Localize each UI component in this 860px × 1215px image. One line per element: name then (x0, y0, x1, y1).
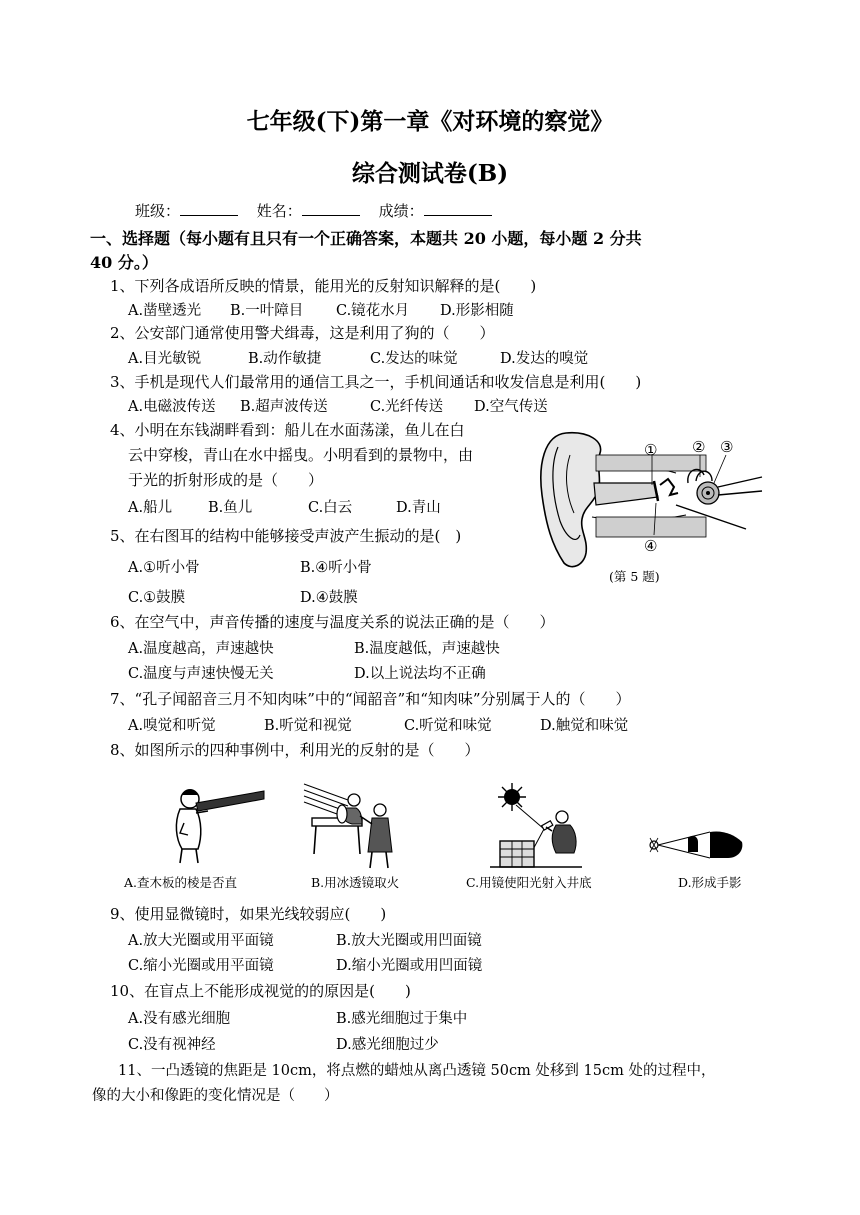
q2-option-b: B.动作敏捷 (248, 351, 322, 367)
score-blank (424, 201, 492, 216)
q4-option-a: A.船儿 (128, 500, 173, 516)
question-4-line3: 于光的折射形成的是（ ） (128, 471, 324, 489)
q6-option-b: B.温度越低，声速越快 (354, 641, 500, 657)
question-4-line2: 云中穿梭，青山在水中摇曳。小明看到的景物中，由 (128, 446, 474, 464)
q5-option-c: C.①鼓膜 (128, 590, 186, 606)
q3-option-c: C.光纤传送 (370, 399, 444, 415)
question-6: 6、在空气中，声音传播的速度与温度关系的说法正确的是（ ） (110, 613, 555, 631)
question-5: 5、在右图耳的结构中能够接受声波产生振动的是( ) (110, 527, 462, 545)
q4-option-d: D.青山 (396, 500, 441, 516)
q2-option-a: A.目光敏锐 (128, 351, 202, 367)
q3-option-a: A.电磁波传送 (128, 399, 216, 415)
q1-option-b: B.一叶障目 (230, 303, 304, 319)
score-label: 成绩： (378, 202, 424, 220)
figure-c-mirror-well (490, 783, 582, 869)
q10-option-b: B.感光细胞过于集中 (336, 1011, 468, 1027)
question-11-line2: 像的大小和像距的变化情况是（ ） (92, 1088, 339, 1104)
question-1: 1、下列各成语所反映的情景，能用光的反射知识解释的是( ) (110, 277, 537, 295)
ossicles (660, 479, 678, 495)
q7-option-a: A.嗅觉和听觉 (128, 718, 216, 734)
q10-option-a: A.没有感光细胞 (128, 1011, 231, 1027)
q9-option-d: D.缩小光圈或用凹面镜 (336, 958, 483, 974)
q5-option-a: A.①听小骨 (128, 560, 200, 576)
ear-label-4: ④ (644, 537, 658, 555)
q9-option-c: C.缩小光圈或用平面镜 (128, 958, 274, 974)
question-11-line1: 11、一凸透镜的焦距是 10cm，将点燃的蜡烛从离凸透镜 50cm 处移到 15cm 处的过程中， (118, 1063, 716, 1079)
q2-option-c: C.发达的味觉 (370, 351, 458, 367)
q4-option-b: B.鱼儿 (208, 500, 253, 516)
figure-b-caption: B.用冰透镜取火 (311, 875, 400, 890)
student-info-row (135, 200, 506, 221)
ear-caption: (第 5 题) (609, 569, 660, 584)
outer-ear-outline (541, 433, 601, 567)
q1-option-c: C.镜花水月 (336, 303, 410, 319)
name-blank (302, 201, 360, 216)
q7-option-c: C.听觉和味觉 (404, 718, 492, 734)
q3-option-d: D.空气传送 (474, 399, 548, 415)
ear-label-2: ② (692, 438, 706, 456)
ear-label-3: ③ (720, 438, 734, 456)
question-8: 8、如图所示的四种事例中，利用光的反射的是（ ） (110, 741, 480, 759)
ear-canal (594, 483, 658, 505)
q9-option-a: A.放大光圈或用平面镜 (128, 933, 274, 949)
page-title: 七年级(下)第一章《对环境的察觉》 (246, 108, 614, 135)
q1-option-d: D.形影相随 (440, 303, 514, 319)
class-label: 班级： (135, 202, 181, 220)
q7-option-d: D.触觉和味觉 (540, 718, 629, 734)
page-subtitle: 综合测试卷(B) (351, 160, 509, 187)
auditory-nerve (718, 477, 762, 495)
figure-b-ice-lens (302, 778, 402, 870)
q9-option-b: B.放大光圈或用凹面镜 (336, 933, 482, 949)
q7-option-b: B.听觉和视觉 (264, 718, 352, 734)
section-heading-line2: 40 分。） (90, 253, 158, 272)
q6-option-d: D.以上说法均不正确 (354, 666, 486, 682)
figure-a-sighting-plank (160, 783, 266, 865)
q10-option-d: D.感光细胞过少 (336, 1037, 439, 1053)
question-2: 2、公安部门通常使用警犬缉毒，这是利用了狗的（ ） (110, 324, 495, 342)
question-9: 9、使用显微镜时，如果光线较弱应( ) (110, 905, 387, 923)
q1-option-a: A.凿壁透光 (128, 303, 202, 319)
q4-option-c: C.白云 (308, 500, 353, 516)
figure-d-caption: D.形成手影 (678, 875, 742, 890)
q5-option-d: D.④鼓膜 (300, 590, 358, 606)
name-label: 姓名： (256, 202, 302, 220)
q6-option-c: C.温度与声速快慢无关 (128, 666, 274, 682)
figure-a-caption: A.查木板的棱是否直 (124, 875, 238, 890)
q3-option-b: B.超声波传送 (240, 399, 328, 415)
q6-option-a: A.温度越高，声速越快 (128, 641, 274, 657)
question-7: 7、“孔子闻韶音三月不知肉味”中的“闻韶音”和“知肉味”分别属于人的（ ） (110, 690, 631, 708)
q5-option-b: B.④听小骨 (300, 560, 372, 576)
class-blank (180, 201, 238, 216)
ear-label-1: ① (644, 441, 658, 459)
figure-d-hand-shadow (648, 828, 746, 862)
figure-c-caption: C.用镜使阳光射入井底 (466, 875, 592, 890)
ear-diagram (536, 425, 768, 573)
question-10: 10、在盲点上不能形成视觉的的原因是( ) (110, 982, 411, 1000)
question-4-line1: 4、小明在东钱湖畔看到：船儿在水面荡漾，鱼儿在白 (110, 421, 465, 439)
section-heading-line1: 一、选择题（每小题有且只有一个正确答案，本题共 20 小题，每小题 2 分共 (90, 229, 642, 248)
question-3: 3、手机是现代人们最常用的通信工具之一，手机间通话和收发信息是利用( ) (110, 373, 642, 391)
q2-option-d: D.发达的嗅觉 (500, 351, 589, 367)
q10-option-c: C.没有视神经 (128, 1037, 216, 1053)
